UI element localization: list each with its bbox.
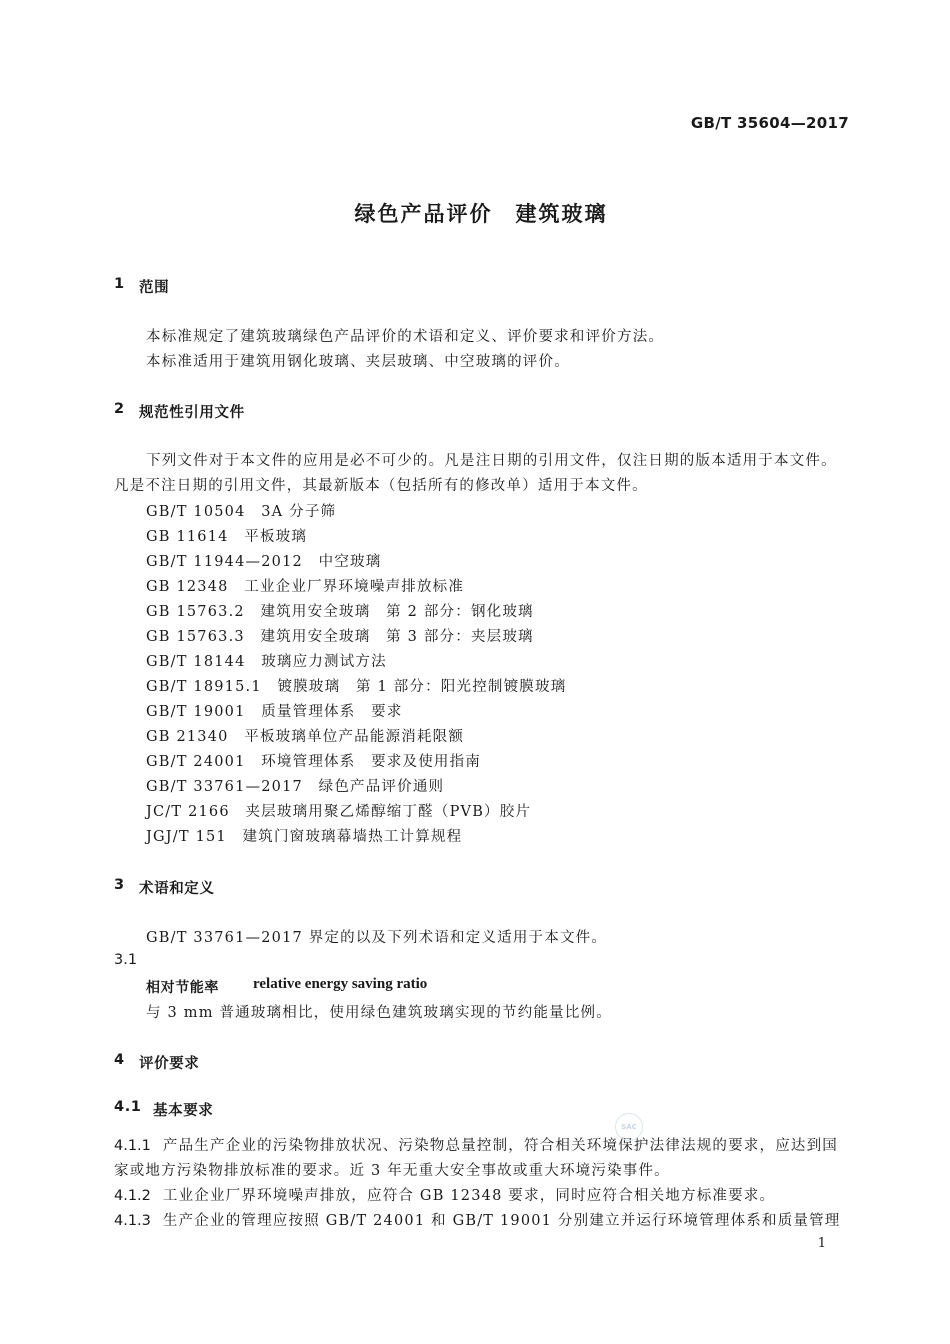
section-2-number: 2	[114, 401, 125, 417]
reference-item: GB 15763.2 建筑用安全玻璃 第 2 部分：钢化玻璃	[146, 604, 534, 620]
clause-number: 4.1.3	[114, 1213, 151, 1229]
clause-4-1-2	[114, 1184, 850, 1209]
clause-number: 4.1.2	[114, 1188, 151, 1204]
paragraph: GB/T 33761—2017 界定的以及下列术语和定义适用于本文件。	[146, 930, 608, 946]
clause-text: 工业企业厂界环境噪声排放，应符合 GB 12348 要求，同时应符合相关地方标准要求。	[162, 1188, 776, 1204]
reference-item: GB 21340 平板玻璃单位产品能源消耗限额	[146, 729, 465, 745]
clause-4-1-3	[114, 1209, 850, 1234]
page-title: 绿色产品评价 建筑玻璃	[354, 202, 608, 226]
reference-item: GB 11614 平板玻璃	[146, 529, 308, 545]
reference-item: GB/T 24001 环境管理体系 要求及使用指南	[146, 754, 482, 770]
section-3-number: 3	[114, 877, 125, 893]
paragraph: 本标准适用于建筑用钢化玻璃、夹层玻璃、中空玻璃的评价。	[146, 354, 570, 370]
subsection-heading: 基本要求	[153, 1103, 214, 1119]
reference-item: GB/T 11944—2012 中空玻璃	[146, 554, 382, 570]
section-2-heading: 规范性引用文件	[139, 405, 245, 421]
paragraph: 本标准规定了建筑玻璃绿色产品评价的术语和定义、评价要求和评价方法。	[146, 329, 665, 345]
clause-text: 产品生产企业的污染物排放状况、污染物总量控制，符合相关环境保护法律法规的要求，应达到国家或地方污染物排放标准的要求。近 3 年无重大安全事故或重大环境污染事件。	[114, 1138, 839, 1179]
reference-item: GB/T 10504 3A 分子筛	[146, 504, 337, 520]
page-number: 1	[817, 1236, 826, 1251]
reference-item: GB 15763.3 建筑用安全玻璃 第 3 部分：夹层玻璃	[146, 629, 534, 645]
section-4-heading: 评价要求	[139, 1056, 200, 1072]
reference-item: GB/T 33761—2017 绿色产品评价通则	[146, 779, 445, 795]
term-chinese: 相对节能率	[146, 980, 219, 996]
reference-item: GB 12348 工业企业厂界环境噪声排放标准	[146, 579, 465, 595]
reference-item: GB/T 19001 质量管理体系 要求	[146, 704, 403, 720]
clause-number: 4.1.1	[114, 1138, 151, 1154]
paragraph: 下列文件对于本文件的应用是必不可少的。凡是注日期的引用文件，仅注日期的版本适用于本文件。凡是不注日期的引用文件，其最新版本（包括所有的修改单）适用于本文件。	[114, 453, 837, 494]
clause-text: 生产企业的管理应按照 GB/T 24001 和 GB/T 19001 分别建立并运行环境管理体系和质量管理	[162, 1213, 841, 1229]
term-definition: 与 3 mm 普通玻璃相比，使用绿色建筑玻璃实现的节约能量比例。	[146, 1005, 612, 1021]
term-number: 3.1	[114, 952, 138, 968]
subsection-number: 4.1	[114, 1099, 142, 1115]
reference-item: GB/T 18144 玻璃应力测试方法	[146, 654, 387, 670]
section-4-number: 4	[114, 1052, 125, 1068]
sac-watermark-logo: SAC	[615, 1113, 643, 1141]
section-1-number: 1	[114, 276, 125, 292]
clause-4-1-1	[114, 1134, 850, 1184]
reference-item: JC/T 2166 夹层玻璃用聚乙烯醇缩丁醛（PVB）胶片	[146, 804, 532, 820]
section-1-heading: 范围	[139, 280, 170, 296]
term-english: relative energy saving ratio	[253, 976, 428, 992]
section-3-heading: 术语和定义	[139, 881, 215, 897]
reference-item: JGJ/T 151 建筑门窗玻璃幕墙热工计算规程	[146, 829, 463, 845]
document-code: GB/T 35604—2017	[690, 114, 849, 132]
reference-item: GB/T 18915.1 镀膜玻璃 第 1 部分：阳光控制镀膜玻璃	[146, 679, 567, 695]
